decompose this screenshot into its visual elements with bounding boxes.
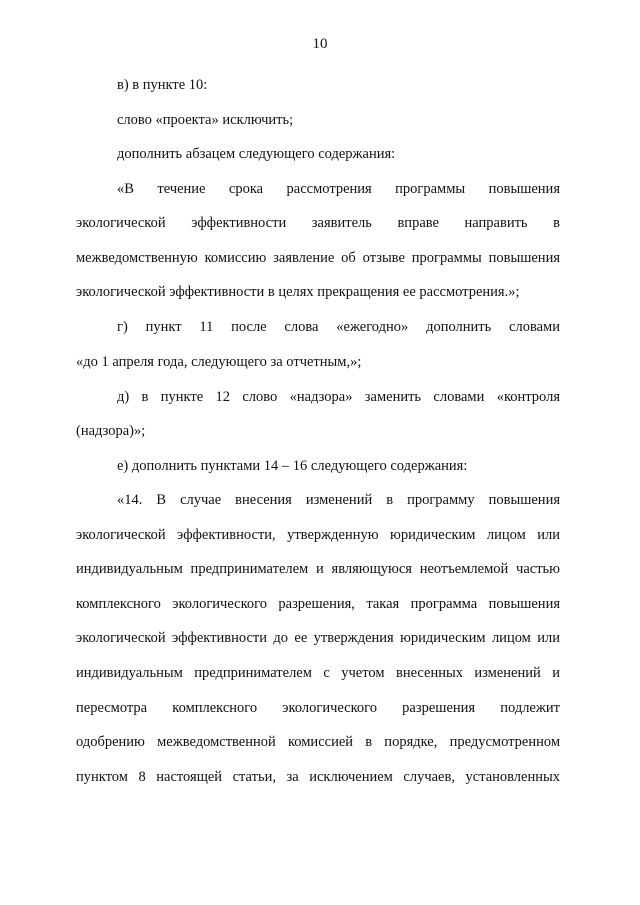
text-line: дополнить абзацем следующего содержания: [117, 146, 396, 162]
page-number: 10 [312, 36, 328, 52]
text-line: «до 1 апреля года, следующего за отчетным,»; [76, 354, 362, 370]
text-line: пунктом 8 настоящей статьи, за исключением случаев, установленных [76, 769, 560, 785]
text-line: (надзора)»; [76, 423, 146, 439]
text-line: одобрению межведомственной комиссией в порядке, предусмотренном [76, 734, 560, 750]
text-line: «14. В случае внесения изменений в программу повышения [117, 492, 560, 508]
text-line: индивидуальным предпринимателем и являющуюся неотъемлемой частью [76, 561, 560, 577]
text-line: экологической эффективности заявитель вправе направить в [76, 215, 560, 231]
text-line: экологической эффективности в целях прекращения ее рассмотрения.»; [76, 284, 520, 300]
text-line: в) в пункте 10: [117, 77, 208, 93]
text-line: пересмотра комплексного экологического разрешения подлежит [76, 700, 560, 716]
text-line: межведомственную комиссию заявление об отзыве программы повышения [76, 250, 560, 266]
text-line: е) дополнить пунктами 14 – 16 следующего содержания: [117, 458, 468, 474]
text-line: д) в пункте 12 слово «надзора» заменить словами «контроля [117, 389, 560, 405]
text-line: г) пункт 11 после слова «ежегодно» дополнить словами [117, 319, 560, 335]
text-line: индивидуальным предпринимателем с учетом внесенных изменений и [76, 665, 560, 681]
text-line: экологической эффективности, утвержденную юридическим лицом или [76, 527, 560, 543]
text-line: «В течение срока рассмотрения программы повышения [117, 181, 560, 197]
text-line: комплексного экологического разрешения, такая программа повышения [76, 596, 560, 612]
text-line: экологической эффективности до ее утверждения юридическим лицом или [76, 630, 560, 646]
text-line: слово «проекта» исключить; [117, 112, 294, 128]
